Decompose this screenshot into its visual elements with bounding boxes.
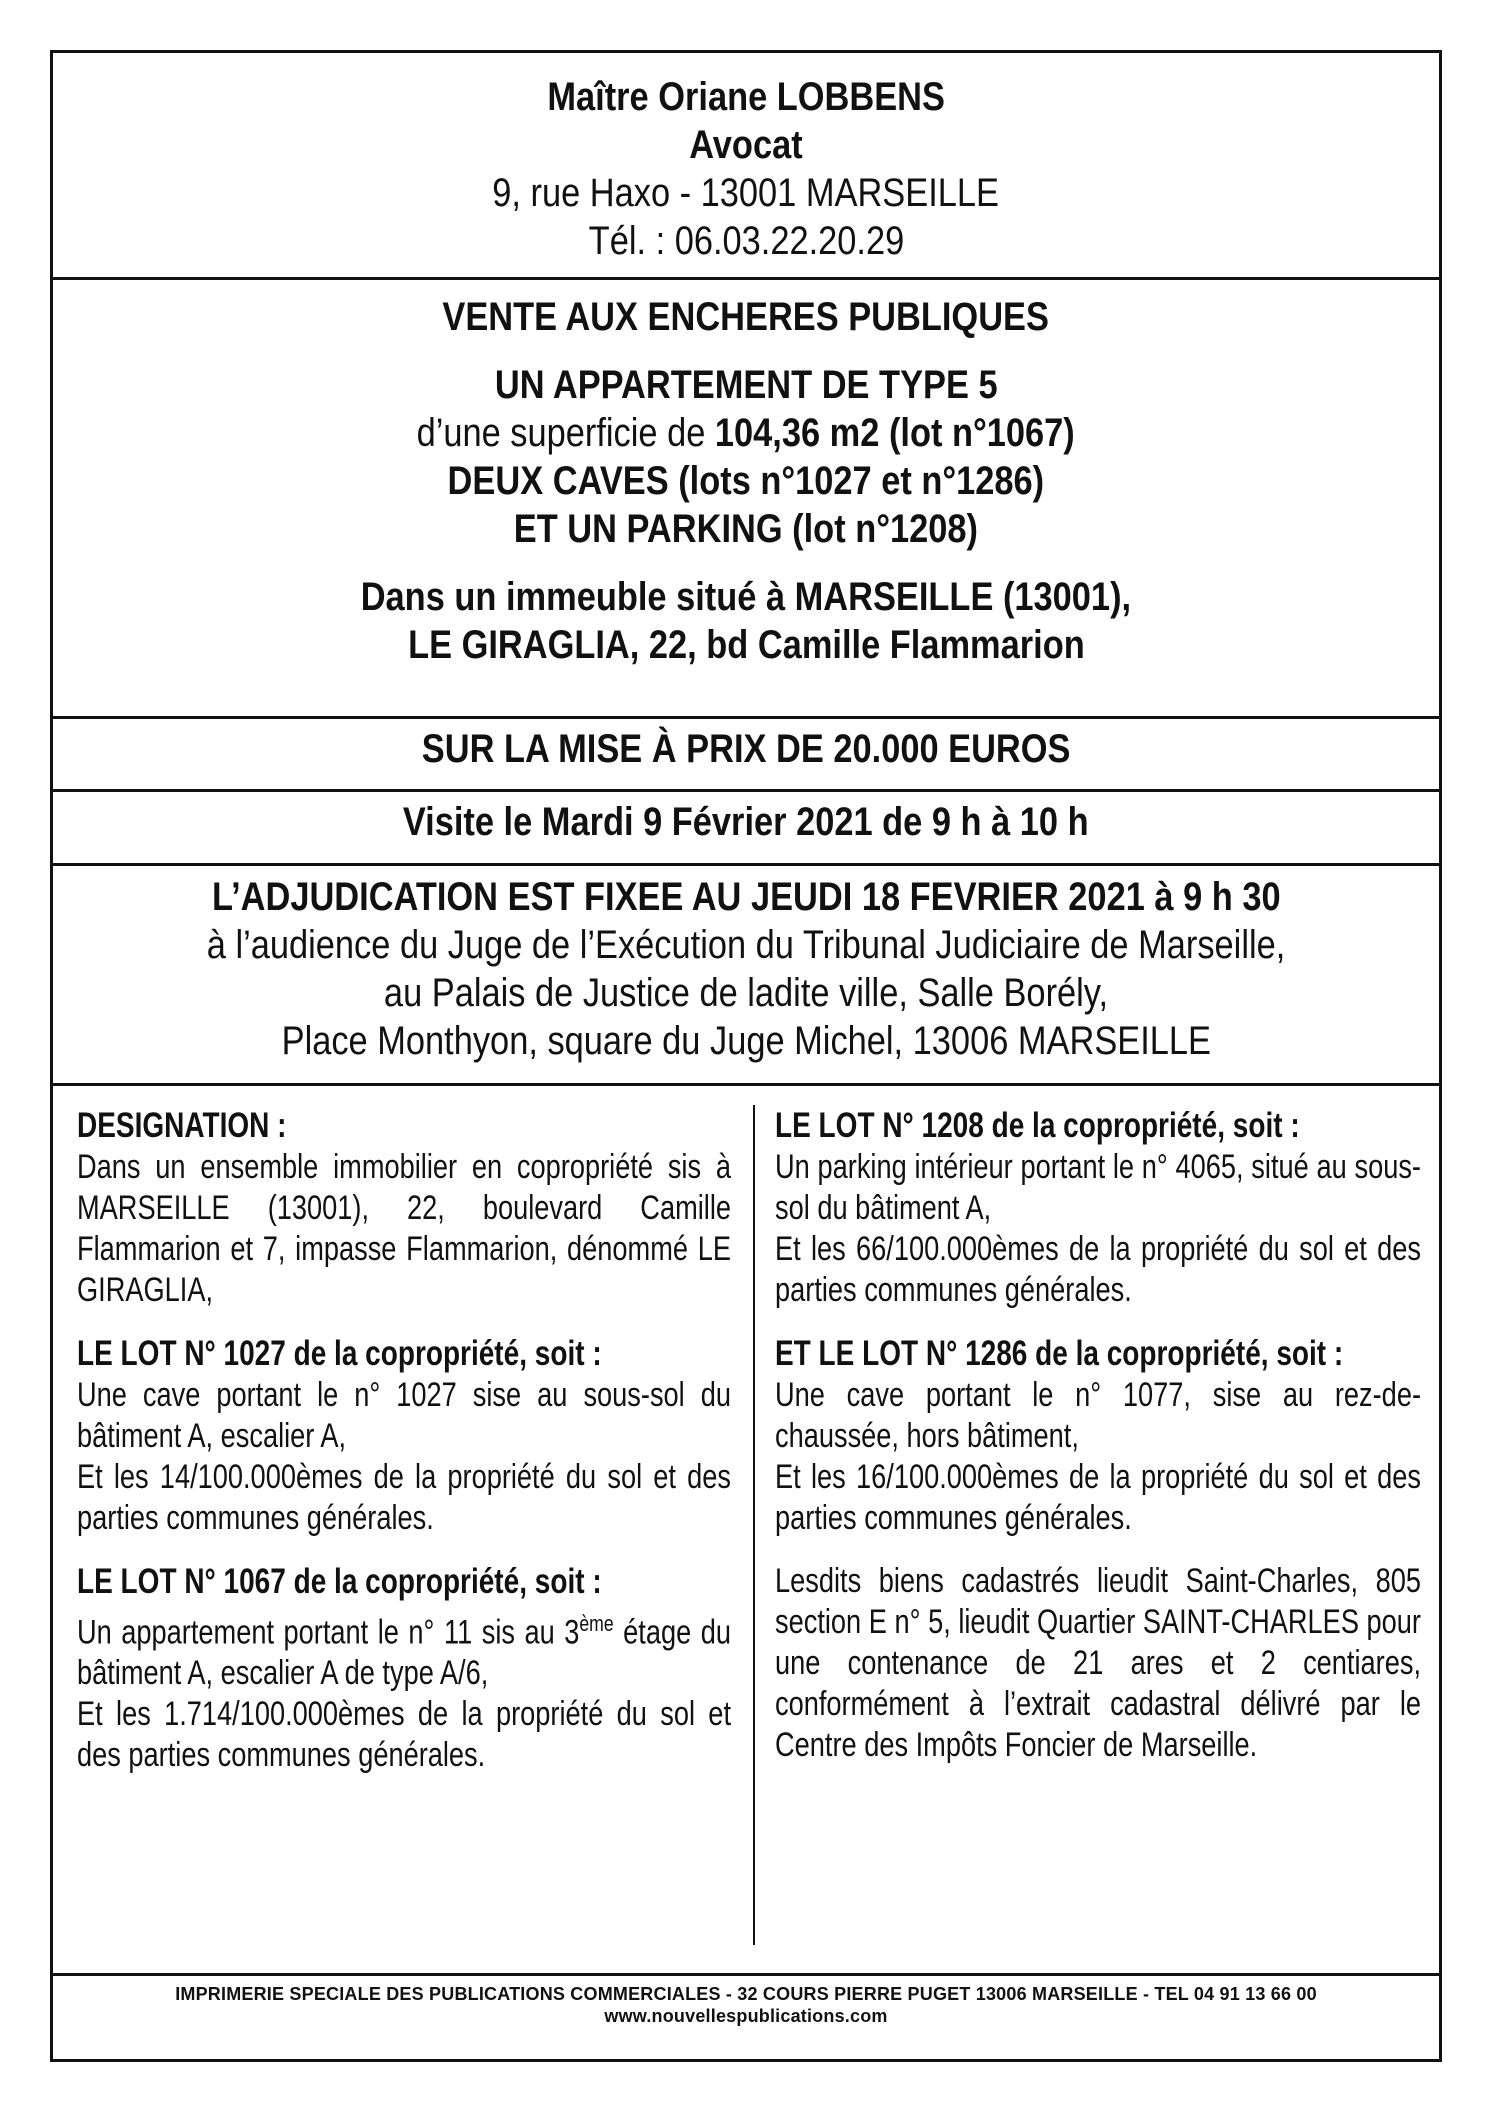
lot-1286-text-1: Une cave portant le n° 1077, sise au rez-de-chaussée, hors bâtiment, xyxy=(775,1376,1421,1455)
adjudication-section xyxy=(53,873,1439,1065)
apartment-title: UN APPARTEMENT DE TYPE 5 xyxy=(494,363,998,407)
divider xyxy=(53,716,1439,719)
starting-price: SUR LA MISE À PRIX DE 20.000 EUROS xyxy=(421,727,1071,771)
adjudication-heading: L’ADJUDICATION EST FIXEE AU JEUDI 18 FEVRIER 2021 à 9 h 30 xyxy=(211,875,1281,919)
sale-heading: VENTE AUX ENCHERES PUBLIQUES xyxy=(442,295,1050,339)
designation-text: Dans un ensemble immobilier en copropriété sis à MARSEILLE (13001), 22, boulevard Camille Flammarion et 7, impasse Flammarion, dénommé LE GIRAGLIA, xyxy=(77,1148,731,1309)
lots-columns xyxy=(53,1087,1439,1987)
visit-section xyxy=(53,798,1439,846)
location-line-2: LE GIRAGLIA, 22, bd Camille Flammarion xyxy=(407,623,1085,667)
surface-prefix: d’une superficie de xyxy=(416,411,716,455)
lot-1208-text-1: Un parking intérieur portant le n° 4065, situé au sous-sol du bâtiment A, xyxy=(775,1148,1421,1227)
lot-1027-text-2: Et les 14/100.000èmes de la propriété du sol et des parties communes générales. xyxy=(77,1458,731,1537)
lawyer-header xyxy=(53,73,1439,265)
adjudication-line-1: à l’audience du Juge de l’Exécution du Tribunal Judiciaire de Marseille, xyxy=(206,923,1286,967)
printer-website: www.nouvellespublications.com xyxy=(604,2006,888,2026)
lawyer-name: Maître Oriane LOBBENS xyxy=(547,75,945,119)
left-column xyxy=(77,1105,731,1776)
printer-footer xyxy=(53,1983,1439,2027)
designation-title: DESIGNATION : xyxy=(77,1106,287,1145)
caves-line: DEUX CAVES (lots n°1027 et n°1286) xyxy=(447,459,1045,503)
lot-1067-text-2: Et les 1.714/100.000èmes de la propriété du sol et des parties communes générales. xyxy=(77,1695,731,1775)
printer-info: IMPRIMERIE SPECIALE DES PUBLICATIONS COMMERCIALES - 32 COURS PIERRE PUGET 13006 MARSEILLE - TEL 04 91 13 66 00 xyxy=(175,1984,1317,2004)
divider xyxy=(53,863,1439,866)
lot-1067-title: LE LOT N° 1067 de la copropriété, soit : xyxy=(77,1562,602,1601)
lot-1286-title: ET LE LOT N° 1286 de la copropriété, soit : xyxy=(775,1334,1344,1373)
surface-value: 104,36 m2 (lot n°1067) xyxy=(715,411,1076,455)
sale-section xyxy=(53,293,1439,669)
lot-1027-text-1: Une cave portant le n° 1027 sise au sous-sol du bâtiment A, escalier A, xyxy=(77,1376,731,1455)
lot-1027-title: LE LOT N° 1027 de la copropriété, soit : xyxy=(77,1334,602,1373)
right-column xyxy=(775,1105,1421,1766)
notice-frame xyxy=(50,50,1442,2062)
adjudication-line-3: Place Monthyon, square du Juge Michel, 13006 MARSEILLE xyxy=(281,1019,1211,1063)
lot-1067-text-1: Un appartement portant le n° 11 sis au 3ème étage du bâtiment A, escalier A de type A/6, xyxy=(77,1611,731,1693)
divider xyxy=(53,277,1439,280)
divider xyxy=(53,789,1439,792)
divider xyxy=(53,1083,1439,1086)
column-divider xyxy=(753,1105,755,1945)
visit-date: Visite le Mardi 9 Février 2021 de 9 h à 10 h xyxy=(403,800,1089,844)
lot-1286-text-2: Et les 16/100.000èmes de la propriété du sol et des parties communes générales. xyxy=(775,1458,1421,1537)
lawyer-title: Avocat xyxy=(689,123,803,167)
lot-1208-title: LE LOT N° 1208 de la copropriété, soit : xyxy=(775,1106,1300,1145)
parking-line: ET UN PARKING (lot n°1208) xyxy=(513,507,979,551)
divider xyxy=(53,1973,1439,1976)
lawyer-phone: Tél. : 06.03.22.20.29 xyxy=(588,219,904,263)
cadastre-text: Lesdits biens cadastrés lieudit Saint-Charles, 805 section E n° 5, lieudit Quartier SAINT-CHARLES pour une contenance de 21 ares et 2 centiares, conformément à l’extrait cadastral délivré par le Centre des Impôts Foncier de Marseille. xyxy=(775,1562,1421,1764)
lawyer-address: 9, rue Haxo - 13001 MARSEILLE xyxy=(492,171,1000,215)
price-section xyxy=(53,725,1439,773)
location-line-1: Dans un immeuble situé à MARSEILLE (13001), xyxy=(360,575,1132,619)
adjudication-line-2: au Palais de Justice de ladite ville, Salle Borély, xyxy=(383,971,1109,1015)
lot-1208-text-2: Et les 66/100.000èmes de la propriété du sol et des parties communes générales. xyxy=(775,1230,1421,1309)
